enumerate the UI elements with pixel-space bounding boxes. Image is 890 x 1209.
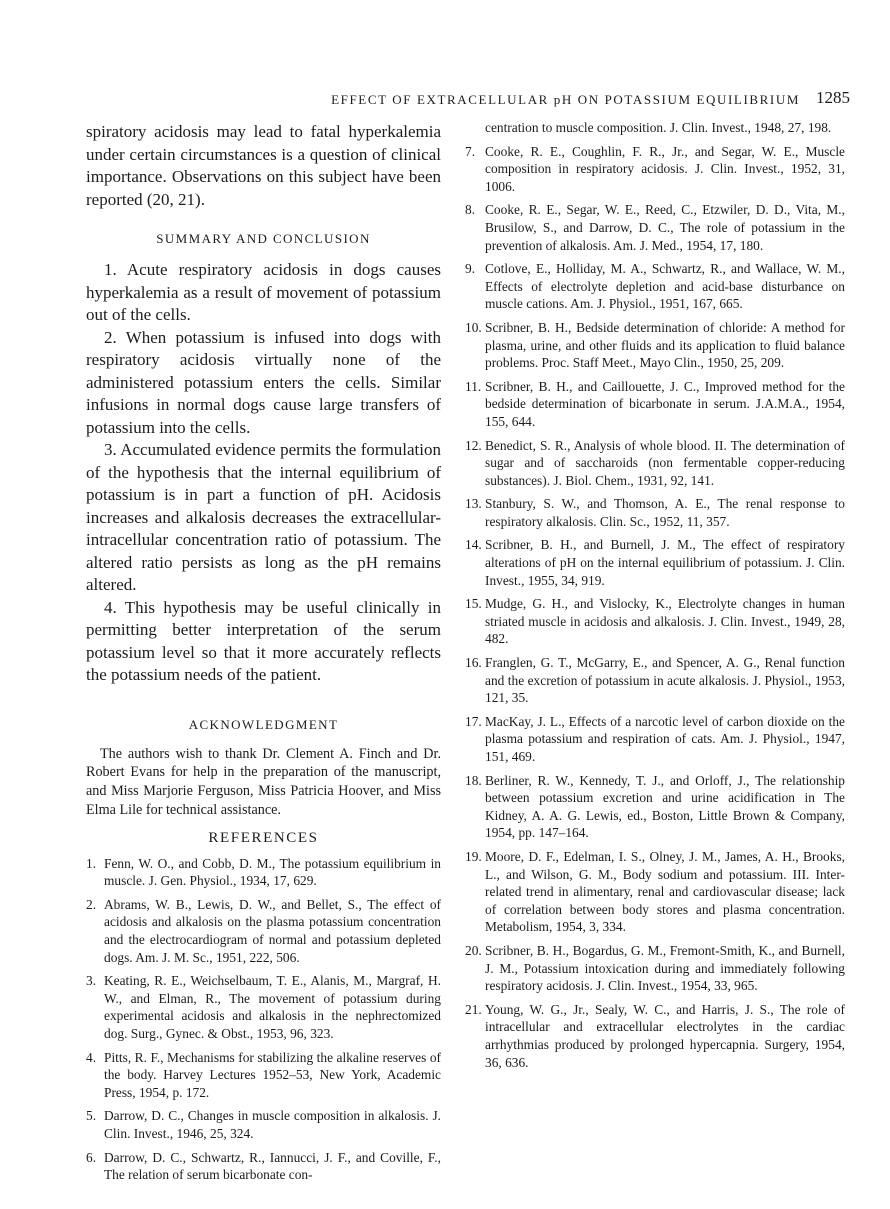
reference-number: 7. bbox=[465, 143, 476, 159]
reference-text: Benedict, S. R., Analysis of whole blood. II. The determination of sugar and of saccharoids (non fermentable copper-reducing substances). J. Biol. Chem., 1931, 92, 141. bbox=[485, 437, 845, 488]
reference-item bbox=[465, 942, 845, 995]
reference-text: Darrow, D. C., Schwartz, R., Iannucci, J. F., and Coville, F., The relation of serum bicarbonate con- bbox=[104, 1149, 441, 1183]
reference-text: Moore, D. F., Edelman, I. S., Olney, J. M., James, A. H., Brooks, L., and Wilson, G. M., Body sodium and potassium. III. Inter-related trend in alimentary, renal and cardiovascular disease; lack of correlation between body stores and plasma concentration. Metabolism, 1954, 3, 334. bbox=[485, 848, 845, 935]
reference-number: 20. bbox=[465, 942, 482, 958]
reference-text: Cotlove, E., Holliday, M. A., Schwartz, R., and Wallace, W. M., Effects of electrolyte depletion and acid-base disturbance on muscle cations. Am. J. Physiol., 1951, 167, 665. bbox=[485, 261, 845, 312]
reference-continuation: centration to muscle composition. J. Clin. Invest., 1948, 27, 198. bbox=[485, 120, 832, 135]
reference-item bbox=[465, 495, 845, 530]
reference-number: 5. bbox=[86, 1108, 97, 1124]
reference-number: 4. bbox=[86, 1049, 97, 1065]
reference-number: 21. bbox=[465, 1001, 482, 1017]
reference-text: Scribner, B. H., Bedside determination of chloride: A method for plasma, urine, and other fluids and its application to fluid balance problems. Proc. Staff Meet., Mayo Clin., 1950, 25, 209. bbox=[485, 319, 845, 371]
reference-item bbox=[465, 319, 845, 372]
reference-item bbox=[465, 713, 845, 766]
reference-text: MacKay, J. L., Effects of a narcotic level of carbon dioxide on the plasma potassium and respiration of cats. Am. J. Physiol., 1947, 151, 469. bbox=[485, 713, 845, 764]
reference-number: 13. bbox=[465, 496, 482, 512]
reference-item bbox=[86, 855, 441, 890]
reference-item bbox=[465, 378, 845, 431]
reference-text: Abrams, W. B., Lewis, D. W., and Bellet, S., The effect of acidosis and alkalosis on the plasma potassium concentration and the electrocardiogram of normal and potassium depleted dogs. Am. J. M. Sc., 1951, 222, 506. bbox=[104, 896, 441, 965]
reference-list-right bbox=[465, 143, 845, 1072]
summary-point: 4. This hypothesis may be useful clinically in permitting better interpretation of the serum potassium level so that it more accurately reflects the potassium needs of the patient. bbox=[86, 597, 441, 684]
reference-text: Pitts, R. F., Mechanisms for stabilizing the alkaline reserves of the body. Harvey Lectures 1952–53, New York, Academic Press, 1954, p. 172. bbox=[104, 1049, 441, 1100]
left-column bbox=[86, 121, 441, 1190]
reference-item bbox=[86, 896, 441, 966]
summary-point: 2. When potassium is infused into dogs with respiratory acidosis virtually none of the administered potassium enters the cells. Similar infusions in normal dogs cause large transfers of potassium into the cells. bbox=[86, 327, 441, 437]
reference-list-left bbox=[86, 855, 441, 1184]
reference-number: 12. bbox=[465, 437, 482, 453]
reference-number: 1. bbox=[86, 855, 97, 871]
reference-item bbox=[86, 1049, 441, 1102]
summary-point: 1. Acute respiratory acidosis in dogs causes hyperkalemia as a result of movement of potassium out of the cells. bbox=[86, 260, 441, 324]
reference-text: Scribner, B. H., and Caillouette, J. C., Improved method for the bedside determination of bicarbonate in serum. J.A.M.A., 1954, 155, 644. bbox=[485, 378, 845, 429]
reference-item bbox=[86, 1107, 441, 1142]
reference-item bbox=[86, 972, 441, 1042]
summary-point: 3. Accumulated evidence permits the formulation of the hypothesis that the internal equilibrium of potassium is in part a function of pH. Acidosis increases and alkalosis decreases the extracellular-intracellular concentration ratio of potassium. The altered ratio persists as long as the pH remains altered. bbox=[86, 440, 441, 594]
summary-heading: SUMMARY AND CONCLUSION bbox=[156, 231, 371, 246]
reference-item bbox=[465, 654, 845, 707]
reference-text: Stanbury, S. W., and Thomson, A. E., The renal response to respiratory alkalosis. Clin. Sc., 1952, 11, 357. bbox=[485, 496, 845, 529]
reference-text: Scribner, B. H., Bogardus, G. M., Fremont-Smith, K., and Burnell, J. M., Potassium intoxication during and immediately following respiratory acidosis. J. Clin. Invest., 1954, 33, 965. bbox=[485, 942, 845, 994]
page-number: 1285 bbox=[816, 88, 850, 107]
reference-number: 10. bbox=[465, 319, 482, 335]
reference-number: 19. bbox=[465, 848, 482, 864]
reference-item bbox=[86, 1149, 441, 1184]
acknowledgment-heading: ACKNOWLEDGMENT bbox=[188, 716, 339, 732]
reference-number: 16. bbox=[465, 655, 482, 671]
reference-item bbox=[465, 772, 845, 842]
acknowledgment-text: The authors wish to thank Dr. Clement A. Finch and Dr. Robert Evans for help in the preparation of the manuscript, and Miss Marjorie Ferguson, Miss Patricia Hoover, and Miss Elma Lile for technical assistance. bbox=[86, 745, 441, 818]
reference-item bbox=[465, 536, 845, 589]
reference-item bbox=[465, 201, 845, 254]
reference-item bbox=[465, 1001, 845, 1071]
right-column bbox=[465, 121, 845, 1077]
reference-number: 17. bbox=[465, 713, 482, 729]
reference-text: Scribner, B. H., and Burnell, J. M., The effect of respiratory alterations of pH on the internal equilibrium of potassium. J. Clin. Invest., 1955, 34, 919. bbox=[485, 537, 845, 588]
reference-text: Berliner, R. W., Kennedy, T. J., and Orloff, J., The relationship between potassium excretion and urine acidification in The Kidney, A. A. G. Lewis, ed., Boston, Little Brown & Company, 1954, pp. 147–164. bbox=[485, 772, 845, 841]
reference-text: Franglen, G. T., McGarry, E., and Spencer, A. G., Renal function and the excretion of potassium in acute alkalosis. J. Physiol., 1953, 121, 35. bbox=[485, 655, 845, 706]
references-heading: REFERENCES bbox=[208, 829, 319, 846]
reference-text: Keating, R. E., Weichselbaum, T. E., Alanis, M., Margraf, H. W., and Elman, R., The movement of potassium during experimental acidosis and alkalosis in the nephrectomized dog. Surg., Gynec. & Obst., 1953, 96, 323. bbox=[104, 973, 441, 1042]
reference-item bbox=[465, 143, 845, 196]
reference-text: Fenn, W. O., and Cobb, D. M., The potassium equilibrium in muscle. J. Gen. Physiol., 1934, 17, 629. bbox=[104, 855, 441, 889]
reference-text: Cooke, R. E., Coughlin, F. R., Jr., and Segar, W. E., Muscle composition in respiratory acidosis. J. Clin. Invest., 1952, 31, 1006. bbox=[485, 143, 845, 194]
reference-number: 8. bbox=[465, 202, 476, 218]
reference-item bbox=[465, 437, 845, 490]
reference-number: 15. bbox=[465, 596, 482, 612]
reference-text: Darrow, D. C., Changes in muscle composition in alkalosis. J. Clin. Invest., 1946, 25, 324. bbox=[104, 1108, 441, 1141]
reference-item bbox=[465, 260, 845, 313]
reference-number: 6. bbox=[86, 1149, 97, 1165]
reference-number: 2. bbox=[86, 896, 97, 912]
reference-item bbox=[465, 595, 845, 648]
reference-number: 9. bbox=[465, 261, 476, 277]
reference-item bbox=[465, 848, 845, 936]
reference-text: Cooke, R. E., Segar, W. E., Reed, C., Etzwiler, D. D., Vita, M., Brusilow, S., and Darrow, D. C., The role of potassium in the prevention of alkalosis. Am. J. Med., 1954, 17, 180. bbox=[485, 202, 845, 253]
intro-paragraph: spiratory acidosis may lead to fatal hyperkalemia under certain circumstances is a question of clinical importance. Observations on this subject have been reported (20, 21). bbox=[86, 122, 441, 209]
running-title: EFFECT OF EXTRACELLULAR pH ON POTASSIUM EQUILIBRIUM bbox=[331, 92, 800, 107]
reference-text: Mudge, G. H., and Vislocky, K., Electrolyte changes in human striated muscle in acidosis and alkalosis. J. Clin. Invest., 1949, 28, 482. bbox=[485, 596, 845, 647]
reference-number: 18. bbox=[465, 772, 482, 788]
reference-number: 11. bbox=[465, 378, 482, 394]
reference-number: 14. bbox=[465, 537, 482, 553]
reference-text: Young, W. G., Jr., Sealy, W. C., and Harris, J. S., The role of intracellular and extracellular electrolytes in the cardiac arrhythmias produced by prolonged hypercapnia. Surgery, 1954, 36, 636. bbox=[485, 1001, 845, 1070]
reference-number: 3. bbox=[86, 973, 97, 989]
